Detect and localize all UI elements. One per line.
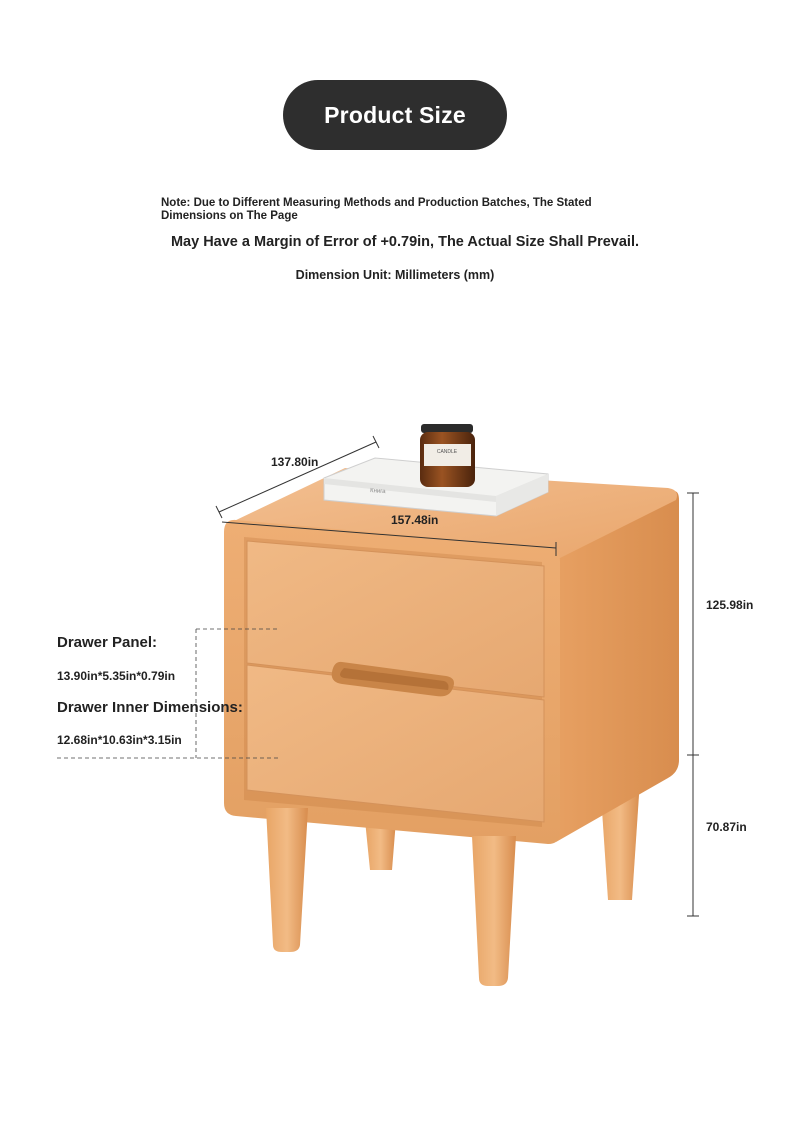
candle-lid	[421, 424, 473, 433]
depth-dimension-label: 137.80in	[271, 455, 319, 469]
drawer-panel-title: Drawer Panel:	[57, 634, 158, 651]
front-left-leg	[266, 808, 308, 952]
width-dimension-label: 157.48in	[391, 513, 439, 527]
book-text: Книга	[369, 488, 386, 496]
drawer-inner-value: 12.68in*10.63in*3.15in	[57, 733, 182, 747]
note-text: Note: Due to Different Measuring Methods and Production Batches, The Stated Dimensions on The Page	[161, 197, 592, 222]
candle-label-text: CANDLE	[436, 449, 458, 455]
leg-height-label: 70.87in	[706, 820, 747, 834]
drawer-panel-value: 13.90in*5.35in*0.79in	[57, 669, 176, 683]
dimension-unit-text: Dimension Unit: Millimeters (mm)	[295, 268, 495, 282]
drawer-inner-title: Drawer Inner Dimensions:	[57, 699, 243, 716]
product-size-title: Product Size	[283, 80, 507, 150]
margin-of-error-text: May Have a Margin of Error of +0.79in, The Actual Size Shall Prevail.	[170, 234, 640, 250]
candle-label	[424, 444, 471, 466]
front-right-leg	[472, 836, 516, 986]
body-height-label: 125.98in	[706, 598, 754, 612]
